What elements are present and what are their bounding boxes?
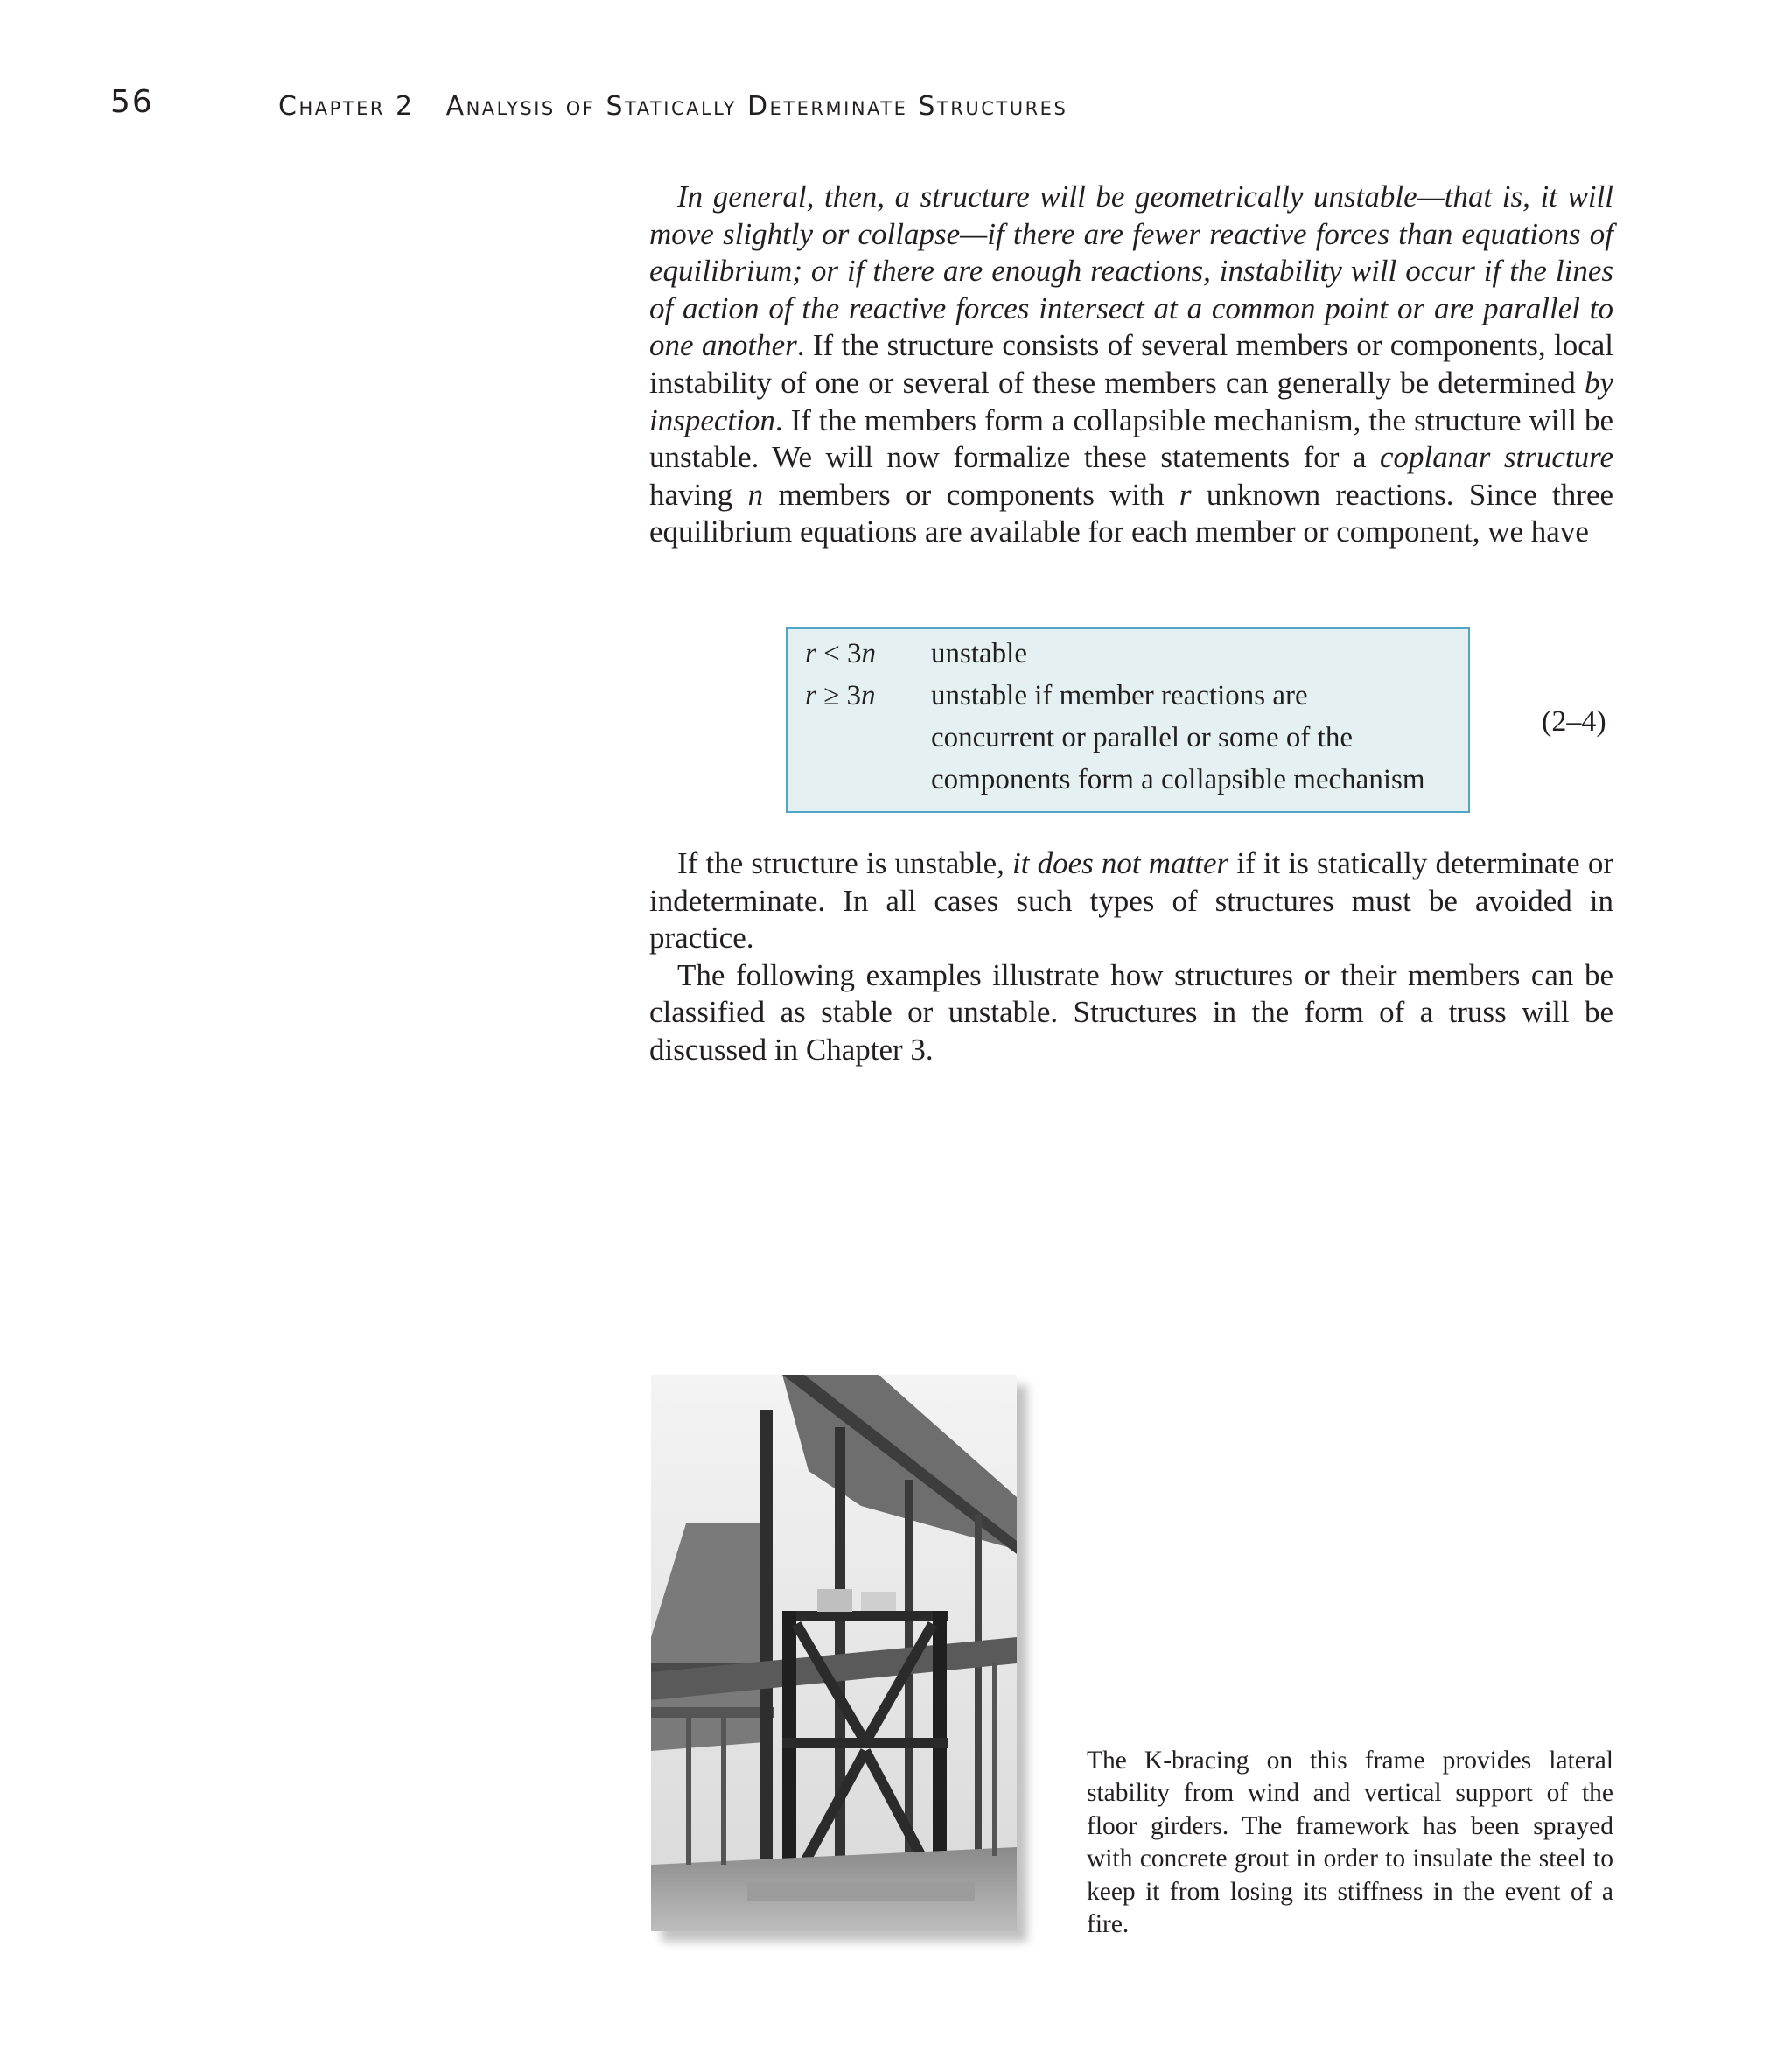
text-run: . If the structure consists of several members or components, local instability of one or several of these members can generally be determined xyxy=(649,328,1614,400)
equation-number: (2–4) xyxy=(1542,705,1606,738)
body-text-top xyxy=(649,178,1614,551)
italic-r: r xyxy=(1179,477,1192,512)
paragraph-examples-intro xyxy=(649,957,1614,1069)
body-text-bottom xyxy=(649,845,1614,1069)
text-run: if it is statically determinate or indeterminate. In all cases such types of structures must be avoided in practice. xyxy=(649,846,1614,956)
text-run: . If the members form a collapsible mechanism, the structure will be unstable. We will now formalize these statements for a xyxy=(649,402,1614,475)
text-run: If the structure is unstable, xyxy=(677,846,1013,880)
equation-description-4: components form a collapsible mechanism xyxy=(931,764,1425,795)
text-run: members or components with xyxy=(763,477,1180,512)
eq-operator: < xyxy=(816,638,847,669)
photo-caption: The K-bracing on this frame provides lateral stability from wind and vertical support of the floor girders. The framework has been sprayed with concrete grout in order to insulate the steel to keep it from losing its stiffness in the event of a fire. xyxy=(1087,1746,1614,1939)
italic-coplanar-structure: coplanar structure xyxy=(1380,440,1614,475)
text-run: unknown reactions. Since three equilibrium equations are available for each member or component, we have xyxy=(649,477,1614,550)
paragraph-stability-definition xyxy=(649,178,1614,551)
running-head xyxy=(278,91,1068,122)
steel-frame-photo xyxy=(651,1375,1017,1931)
steel-frame-illustration xyxy=(651,1375,1017,1931)
chapter-label: Chapter 2 xyxy=(278,91,415,122)
paragraph-unstable-note xyxy=(649,845,1614,957)
equation-row-3 xyxy=(788,722,1468,764)
text-run: having xyxy=(649,477,748,512)
eq-operator: ≥ xyxy=(816,680,847,711)
eq-number-3: 3 xyxy=(846,638,862,669)
italic-does-not-matter: it does not matter xyxy=(1012,846,1229,880)
eq-number-3: 3 xyxy=(846,680,861,711)
equation-row-1 xyxy=(788,638,1468,680)
eq-var-r: r xyxy=(805,638,816,669)
equation-condition-2 xyxy=(805,680,875,712)
text-run: The following examples illustrate how structures or their members can be classified as stable or unstable. Structures in the form of a truss will be discussed in Chapter 3. xyxy=(649,957,1614,1067)
eq-var-r: r xyxy=(805,680,816,711)
equation-condition-1 xyxy=(805,638,876,670)
page-number: 56 xyxy=(110,84,154,120)
equation-description-2: unstable if member reactions are xyxy=(931,680,1308,711)
eq-var-n: n xyxy=(861,638,876,669)
equation-row-4 xyxy=(788,764,1468,806)
equation-row-2 xyxy=(788,680,1468,722)
chapter-title: Analysis of Statically Determinate Structures xyxy=(445,91,1068,122)
equation-description-1: unstable xyxy=(931,638,1027,669)
italic-by-inspection: by inspection xyxy=(649,365,1614,438)
equation-description-3: concurrent or parallel or some of the xyxy=(931,722,1353,753)
eq-var-n: n xyxy=(860,680,876,711)
italic-definition: In general, then, a structure will be geometrically unstable—that is, it will move slightly or collapse—if there are fewer reactive forces than equations of equilibrium; or if there are enough reactions, instability will occur if the lines of action of the reactive forces intersect at a common point or are parallel to one another xyxy=(649,179,1614,363)
italic-n: n xyxy=(747,477,764,512)
equation-box xyxy=(786,627,1470,813)
